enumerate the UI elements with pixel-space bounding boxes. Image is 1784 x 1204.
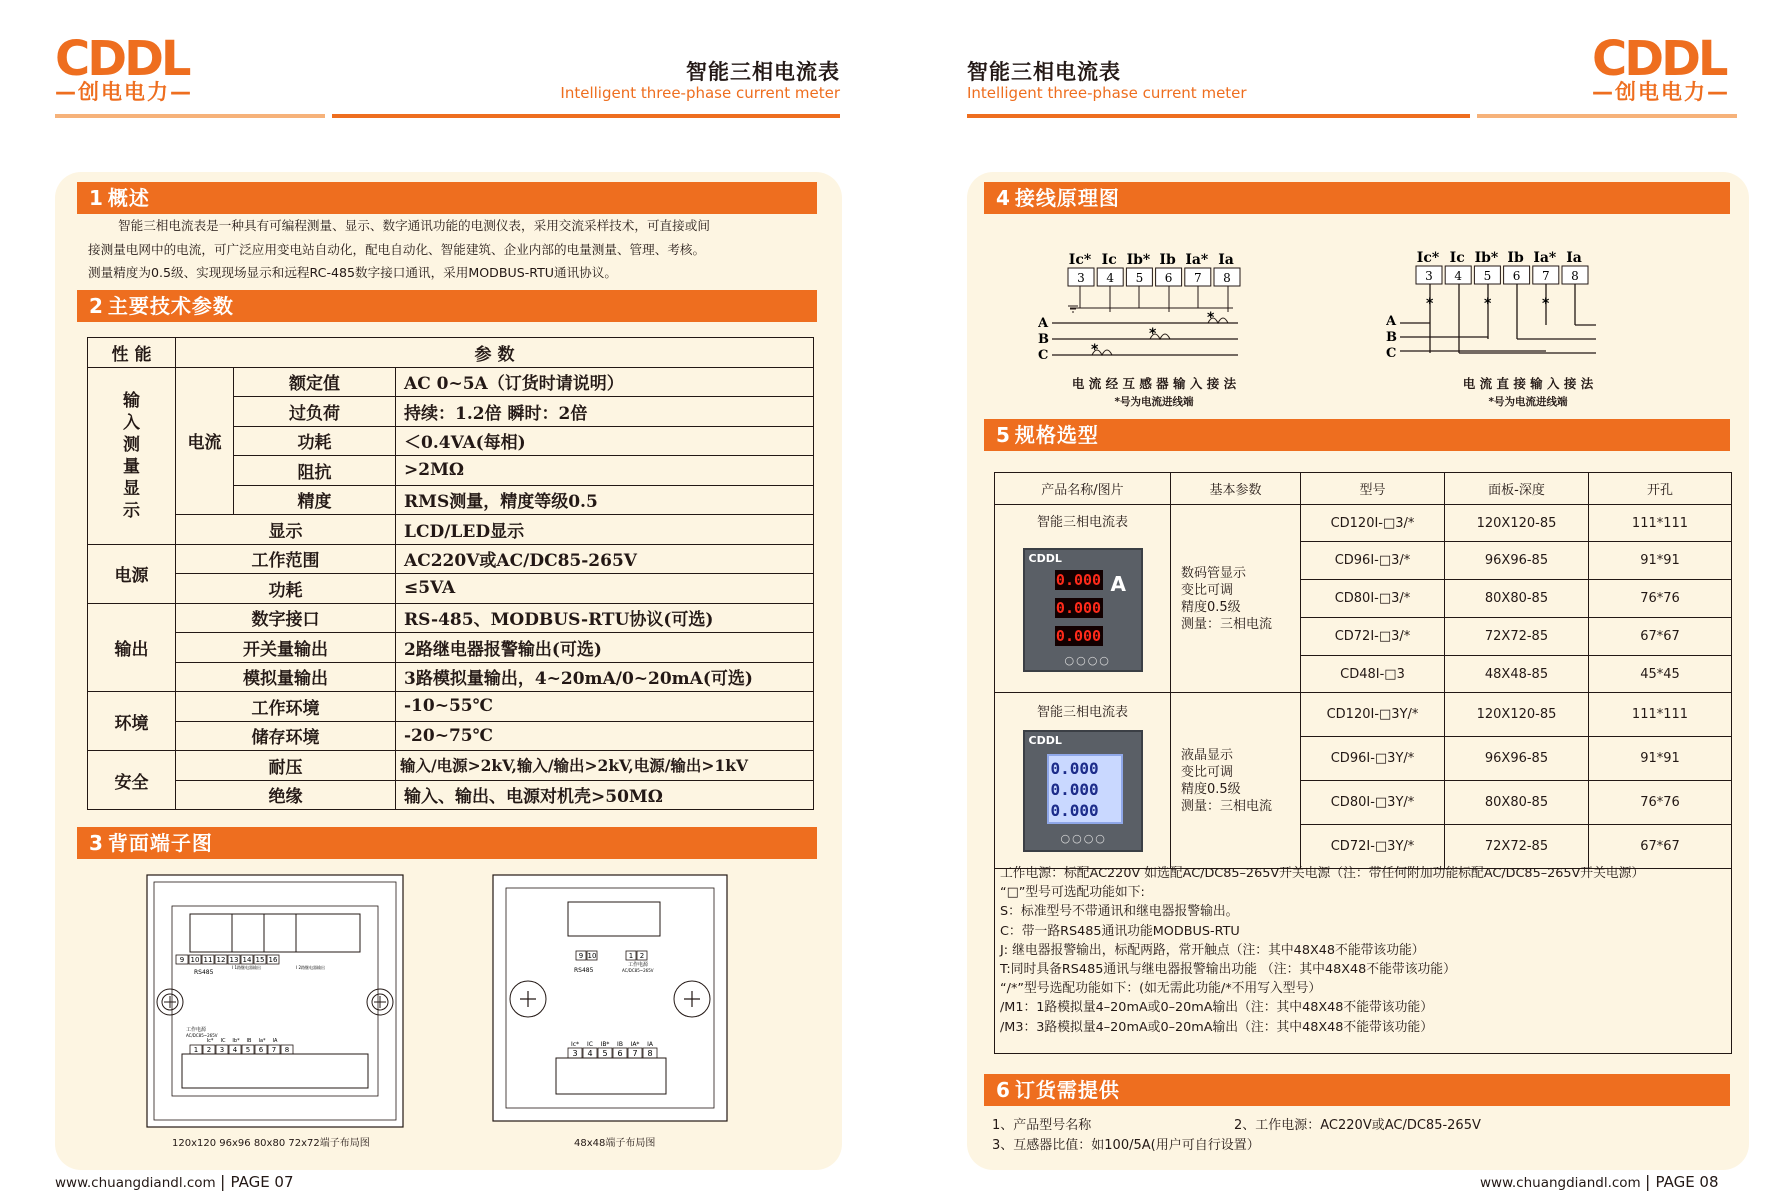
wiring-terminal-number: 6 <box>1164 271 1173 285</box>
table-row: 过负荷 持续：1.2倍 瞬时：2倍 <box>88 397 814 427</box>
header-rule-light <box>1477 114 1737 118</box>
terminal-number: 3 <box>219 1046 225 1054</box>
terminal-number: 5 <box>245 1046 251 1054</box>
table-row: CD96I-□3/* 96X96-85 91*91 <box>995 542 1732 580</box>
wiring-terminal-number: 8 <box>1571 269 1579 283</box>
table-row: CD72I-□3/* 72X72-85 67*67 <box>995 618 1732 656</box>
terminal-number: 4 <box>232 1046 238 1054</box>
svg-text:*: * <box>1426 296 1434 312</box>
phase-c: C <box>1386 346 1397 361</box>
spec-notes: 工作电源：标配AC220V 如选配AC/DC85–265V开关电源（注：带任何附加功能标配AC/DC85–265V开关电源） “□”型号可选配功能如下: S：标准型号不带通讯和继电器报警输出。 C：带一路RS485通讯功能MODBUS-RTU J: 继电器报警输出，标配两路，常开触点（注：其中48X48不能带该功能） T:同时具备RS485通讯与继电器报警输出功能 （注：其中48X48不能带该功能） “/*”型号选配功能如下：(如无需此功能/*不用写入型号） /M1：1路模拟量4–20mA或0–20mA输出（注：其中48X48不能带该功能） /M3：3路模拟量4–20mA或0–20mA输出（注：其中48X48不能带该功能） <box>1000 866 1645 1035</box>
phase-c: C <box>1038 348 1049 363</box>
led-meter-image: CDDL 0.000 0.000 0.000 A ○○○○ <box>1023 548 1143 672</box>
header-param: 参 数 <box>176 338 814 368</box>
table-row <box>88 338 814 368</box>
svg-text:*: * <box>1149 326 1157 342</box>
power-range: AC/DC85~265V <box>186 1033 218 1038</box>
terminal-label: Ia* <box>258 1038 266 1044</box>
table-row: 绝缘 输入、输出、电源对机壳>50MΩ <box>88 780 814 810</box>
table-row: 显示 LCD/LED显示 <box>88 515 814 545</box>
power-range: AC/DC85~265V <box>622 968 654 973</box>
table-row: 功耗 ＜0.4VA(每相) <box>88 426 814 456</box>
terminal-number: 7 <box>271 1046 277 1054</box>
terminal-label: Ib* <box>232 1038 240 1044</box>
terminal-number: 15 <box>255 956 265 964</box>
terminal-number: 1 <box>193 1046 199 1054</box>
page-title: 智能三相电流表 <box>967 60 1121 84</box>
terminal-diagram-large <box>146 874 404 1128</box>
order-item-1: 1、产品型号名称 <box>992 1118 1092 1133</box>
terminal-label: IC <box>220 1038 226 1044</box>
section-spec: 5 规格选型 <box>984 419 1730 451</box>
footer-left: www.chuangdiandl.com | PAGE 07 <box>55 1172 294 1191</box>
table-row: 功耗 ≤5VA <box>88 574 814 604</box>
terminal-number: 10 <box>190 956 200 964</box>
overview-text: 智能三相电流表是一种具有可编程测量、显示、数字通讯功能的电测仪表，采用交流采样技术，可直接或间 接测量电网中的电流，可广泛应用变电站自动化，配电自动化、智能建筑、企业内部的电量测量、管理、考核。 测量精度为0.5级、实现现场显示和远程RC-485数字接口通讯，采用MODBUS-RTU通讯协议。 <box>88 218 710 280</box>
wiring-terminal-label: Ib <box>1159 252 1176 268</box>
page-number: PAGE 07 <box>230 1173 294 1191</box>
wiring-terminal-number: 6 <box>1512 269 1521 283</box>
rs485-label: RS485 <box>574 967 594 974</box>
wiring-terminal-number: 5 <box>1483 269 1492 283</box>
svg-text:*: * <box>1207 310 1215 326</box>
table-row: 输入测量显示 电流 额定值 AC 0~5A（订货时请说明） <box>88 367 814 397</box>
group-current: 电流 <box>176 367 234 515</box>
wiring-terminal-number: 4 <box>1454 269 1463 283</box>
wiring-direct-title: 电 流 直 接 输 入 接 法 <box>1462 376 1594 391</box>
terminal-label: IB <box>246 1038 252 1044</box>
terminal-label: Ic* <box>570 1041 580 1048</box>
caption-large: 120x120 96x96 80x80 72x72端子布局图 <box>172 1138 370 1149</box>
terminal-label: IB <box>617 1041 623 1048</box>
header-rule-light <box>55 114 325 118</box>
order-item-2: 2、工作电源：AC220V或AC/DC85-265V <box>1234 1118 1481 1133</box>
terminal-number: 3 <box>572 1049 578 1058</box>
header-rule <box>967 114 1470 118</box>
terminal-number: 9 <box>179 956 185 964</box>
table-row: CD48I-□3 48X48-85 45*45 <box>995 656 1732 693</box>
power-label: 工作电源 <box>628 962 649 968</box>
terminal-number: 16 <box>268 956 278 964</box>
lcd-meter-image: CDDL 0.000 0.000 0.000 ○○○○ <box>1023 730 1143 852</box>
website-link[interactable]: www.chuangdiandl.com <box>1480 1175 1641 1191</box>
wiring-terminal-label: Ia <box>1218 252 1234 268</box>
brand-logo: CDDL —创电电力— <box>55 31 193 104</box>
page-subtitle: Intelligent three-phase current meter <box>967 84 1247 102</box>
table-row: 精度 RMS测量，精度等级0.5 <box>88 485 814 515</box>
table-row: 安全 耐压 输入/电源>2kV,输入/输出>2kV,电源/输出>1kV <box>88 751 814 781</box>
table-row: CD72I-□3Y/* 72X72-85 67*67 <box>995 825 1732 869</box>
terminal-number: 8 <box>647 1049 653 1058</box>
svg-text:*: * <box>1484 296 1492 312</box>
wiring-terminal-number: 7 <box>1541 269 1550 283</box>
page-subtitle: Intelligent three-phase current meter <box>560 84 840 102</box>
terminal-number: 1 <box>628 952 634 960</box>
section-order: 6 订货需提供 <box>984 1074 1730 1106</box>
terminal-number: 5 <box>602 1049 608 1058</box>
table-row: 阻抗 >2MΩ <box>88 456 814 486</box>
svg-text:*: * <box>1091 342 1099 358</box>
wiring-terminal-number: 5 <box>1135 271 1144 285</box>
page-title: 智能三相电流表 <box>686 60 840 84</box>
table-row: CD80I-□3/* 80X80-85 76*76 <box>995 580 1732 618</box>
terminal-number: 9 <box>578 952 584 960</box>
brand-logo: CDDL —创电电力— <box>1592 31 1730 104</box>
wiring-terminal-label: Ic <box>1101 252 1117 268</box>
params-cell-lcd: 液晶显示 变比可调 精度0.5级 测量：三相电流 <box>1171 693 1301 869</box>
wiring-terminal-label: Ic* <box>1068 252 1092 268</box>
product-cell-lcd: 智能三相电流表 CDDL 0.000 0.000 0.000 ○○○○ <box>995 693 1171 869</box>
relay-label: I 1路继电器输出 <box>232 965 261 970</box>
terminal-label: IC <box>587 1041 593 1048</box>
wiring-terminal-label: Ic* <box>1416 250 1440 266</box>
section-terminals: 3 背面端子图 <box>77 827 817 859</box>
wiring-terminal-label: Ib* <box>1126 252 1151 268</box>
header-rule <box>332 114 840 118</box>
phase-b: B <box>1386 330 1397 345</box>
caption-small: 48x48端子布局图 <box>574 1138 656 1149</box>
terminal-label: Ic* <box>206 1038 214 1044</box>
table-row: 智能三相电流表 CDDL 0.000 0.000 0.000 ○○○○ 液晶显示 变比可调 精度0.5级 测量：三相电流 CD120I-□3Y/* 120X120-85 111*111 <box>995 693 1732 737</box>
section-params: 2 主要技术参数 <box>77 290 817 322</box>
terminal-number: 6 <box>617 1049 623 1058</box>
section-wiring: 4 接线原理图 <box>984 182 1730 214</box>
terminal-diagram-small <box>492 874 728 1122</box>
phase-b: B <box>1038 332 1049 347</box>
wiring-ct-note: *号为电流进线端 <box>1114 396 1194 408</box>
product-cell-led: 智能三相电流表 CDDL 0.000 0.000 0.000 A ○○○○ <box>995 505 1171 693</box>
wiring-ct-diagram <box>1038 246 1258 366</box>
terminal-label: IA <box>647 1041 653 1048</box>
table-row: 智能三相电流表 CDDL 0.000 0.000 0.000 A ○○○○ 数码管显示 变比可调 精度0.5级 测量：三相电流 CD120I-□3/* 120X120-85 111*111 <box>995 505 1732 542</box>
wiring-terminal-label: Ia* <box>1185 252 1209 268</box>
wiring-ct-title: 电 流 经 互 感 器 输 入 接 法 <box>1071 376 1237 391</box>
terminal-number: 10 <box>587 952 597 960</box>
power-label: 工作电源 <box>186 1027 207 1033</box>
page-number: PAGE 08 <box>1655 1173 1719 1191</box>
phase-a: A <box>1038 316 1049 331</box>
terminal-number: 14 <box>242 956 252 964</box>
group-input: 输入测量显示 <box>88 367 176 544</box>
terminal-number: 7 <box>632 1049 638 1058</box>
table-row: 环境 工作环境 -10~55℃ <box>88 692 814 722</box>
wiring-terminal-label: Ib <box>1507 250 1524 266</box>
table-row: 产品名称/图片 基本参数 型号 面板-深度 开孔 <box>995 473 1732 505</box>
wiring-terminal-number: 3 <box>1425 269 1433 283</box>
wiring-direct-diagram <box>1386 244 1606 364</box>
terminal-number: 13 <box>229 956 239 964</box>
wiring-terminal-number: 8 <box>1223 271 1231 285</box>
wiring-terminal-number: 7 <box>1193 271 1202 285</box>
table-row: 储存环境 -20~75℃ <box>88 721 814 751</box>
terminal-number: 2 <box>639 952 645 960</box>
terminal-label: IB* <box>600 1041 610 1048</box>
table-row: 模拟量输出 3路模拟量输出，4~20mA/0~20mA(可选) <box>88 662 814 692</box>
terminal-label: IA <box>272 1038 278 1044</box>
wiring-terminal-number: 3 <box>1077 271 1085 285</box>
params-table <box>87 337 814 810</box>
table-row: 开关量输出 2路继电器报警输出(可选) <box>88 633 814 663</box>
wiring-terminal-label: Ia <box>1566 250 1582 266</box>
section-overview: 1 概述 <box>77 182 817 214</box>
wiring-terminal-label: Ib* <box>1474 250 1499 266</box>
phase-a: A <box>1386 314 1397 329</box>
wiring-terminal-number: 4 <box>1106 271 1115 285</box>
terminal-label: IA* <box>630 1041 640 1048</box>
terminal-number: 4 <box>587 1049 593 1058</box>
params-cell-led: 数码管显示 变比可调 精度0.5级 测量：三相电流 <box>1171 505 1301 693</box>
svg-text:*: * <box>1542 296 1550 312</box>
terminal-number: 8 <box>284 1046 290 1054</box>
table-row: 输出 数字接口 RS-485、MODBUS-RTU协议(可选) <box>88 603 814 633</box>
wiring-terminal-label: Ia* <box>1533 250 1557 266</box>
terminal-number: 12 <box>216 956 226 964</box>
terminal-number: 6 <box>258 1046 264 1054</box>
rs485-label: RS485 <box>194 969 214 976</box>
order-item-3: 3、互感器比值：如100/5A(用户可自行设置） <box>992 1138 1260 1153</box>
website-link[interactable]: www.chuangdiandl.com <box>55 1175 216 1191</box>
table-row: CD80I-□3Y/* 80X80-85 76*76 <box>995 781 1732 825</box>
wiring-direct-note: *号为电流进线端 <box>1488 396 1568 408</box>
table-row: CD96I-□3Y/* 96X96-85 91*91 <box>995 737 1732 781</box>
table-row: 电源 工作范围 AC220V或AC/DC85-265V <box>88 544 814 574</box>
footer-right: www.chuangdiandl.com | PAGE 08 <box>1480 1172 1719 1191</box>
header-perf: 性 能 <box>88 338 176 368</box>
terminal-number: 2 <box>206 1046 212 1054</box>
terminal-number: 11 <box>203 956 213 964</box>
wiring-terminal-label: Ic <box>1449 250 1465 266</box>
relay2-label: I 2路继电器输出 <box>296 965 325 970</box>
